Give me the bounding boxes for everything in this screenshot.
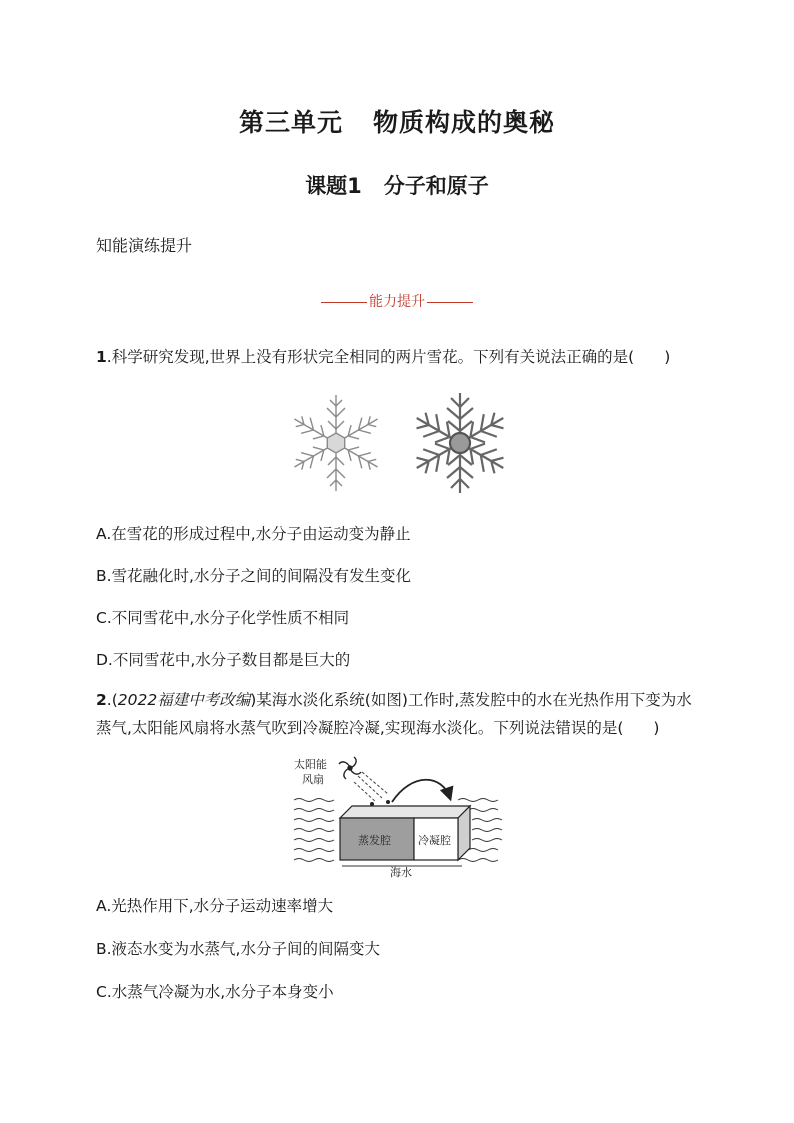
question-1-option-c: C.不同雪花中,水分子化学性质不相同 bbox=[96, 609, 350, 627]
question-text-line1: )某海水淡化系统(如图)工作时,蒸发腔中的水在光热作用下变为水 bbox=[250, 691, 692, 709]
snowflake-left-image bbox=[290, 395, 382, 491]
decor-line-left bbox=[321, 302, 367, 303]
question-text: .科学研究发现,世界上没有形状完全相同的两片雪花。下列有关说法正确的是( bbox=[106, 348, 635, 366]
question-1-option-d: D.不同雪花中,水分子数目都是巨大的 bbox=[96, 651, 351, 669]
unit-title bbox=[0, 103, 794, 139]
answer-paren-close: ) bbox=[664, 348, 671, 366]
air-flow-lines bbox=[354, 772, 388, 802]
evaporation-label: 蒸发腔 bbox=[358, 835, 391, 847]
unit-name: 物质构成的奥秘 bbox=[373, 108, 556, 137]
unit-number: 第三单元 bbox=[238, 108, 343, 137]
question-source: 2022福建中考改编 bbox=[117, 691, 251, 709]
question-1-option-a: A.在雪花的形成过程中,水分子由运动变为静止 bbox=[96, 525, 411, 543]
question-text-line2: 蒸气,太阳能风扇将水蒸气吹到冷凝腔冷凝,实现海水淡化。下列说法错误的是( bbox=[96, 719, 624, 737]
section-label: 知能演练提升 bbox=[96, 236, 193, 255]
question-number: 2 bbox=[96, 691, 107, 709]
fan-label-line2: 风扇 bbox=[302, 774, 324, 786]
question-2-option-b: B.液态水变为水蒸气,水分子间的间隔变大 bbox=[96, 940, 380, 958]
question-prefix: .( bbox=[106, 691, 118, 709]
lesson-number: 课题1 bbox=[305, 174, 362, 198]
question-2-stem bbox=[96, 686, 692, 742]
question-2-option-c: C.水蒸气冷凝为水,水分子本身变小 bbox=[96, 983, 334, 1001]
question-2-option-a: A.光热作用下,水分子运动速率增大 bbox=[96, 897, 334, 915]
desalination-figure bbox=[292, 752, 504, 880]
snowflake-right-image bbox=[410, 393, 510, 493]
question-1-stem bbox=[96, 343, 670, 371]
condensation-label: 冷凝腔 bbox=[418, 835, 451, 847]
decor-line-right bbox=[427, 302, 473, 303]
answer-paren-close: ) bbox=[653, 719, 660, 737]
subsection-label bbox=[0, 291, 794, 311]
vapor-transfer-arrow bbox=[392, 780, 450, 802]
question-1-option-b: B.雪花融化时,水分子之间的间隔没有发生变化 bbox=[96, 567, 411, 585]
question-number: 1 bbox=[96, 348, 107, 366]
snowflake-figure bbox=[278, 388, 518, 498]
seawater-label: 海水 bbox=[390, 867, 412, 879]
lesson-title bbox=[0, 170, 794, 200]
fan-icon bbox=[339, 757, 361, 779]
fan-label-line1: 太阳能 bbox=[294, 759, 327, 771]
lesson-name: 分子和原子 bbox=[383, 174, 489, 198]
subsection-text: 能力提升 bbox=[369, 294, 425, 310]
